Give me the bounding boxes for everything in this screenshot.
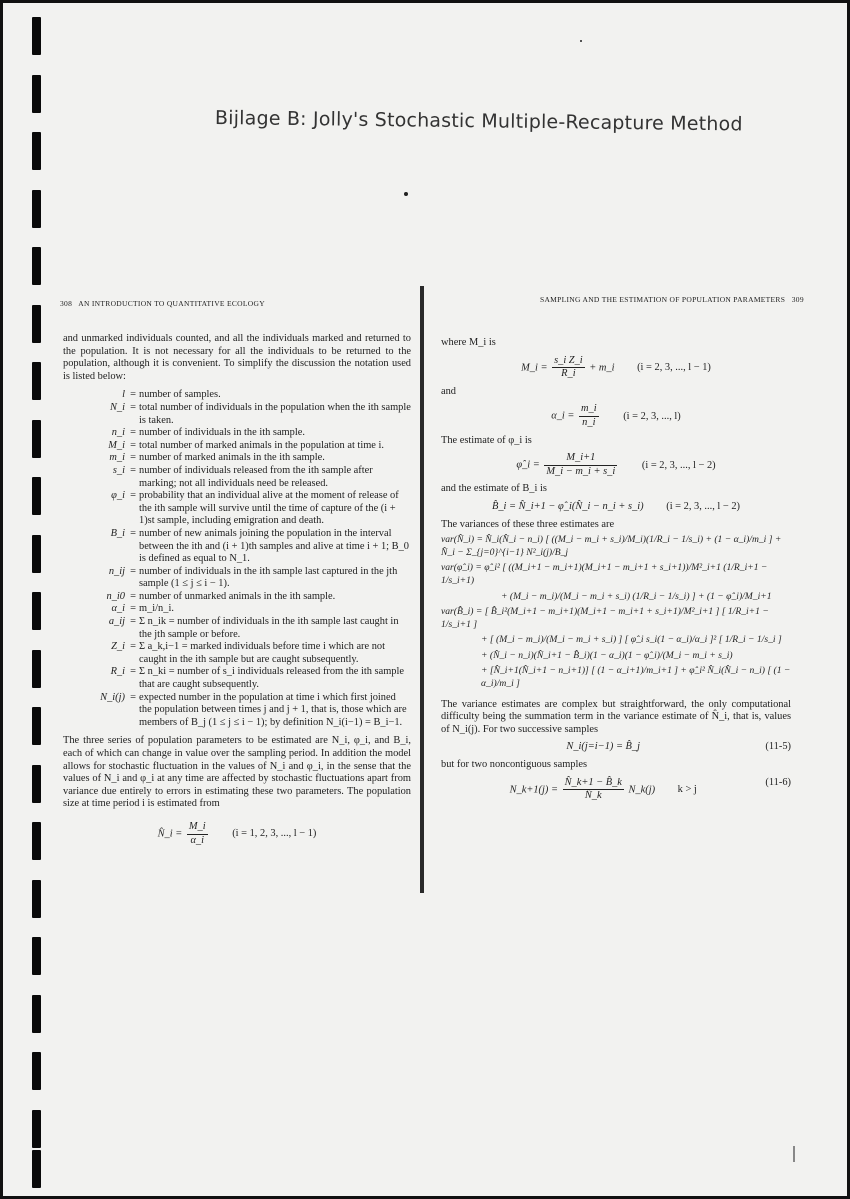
closing-paragraph: The variance estimates are complex but straightforward, the only computational difficulty being the summation term in the variance estimate of N̂_i, that is, values of N_i(j). For two successive samples (441, 698, 791, 735)
right-page-number: 309 (791, 295, 804, 304)
binding-hole (32, 362, 41, 400)
equation-phi: φ̂_i = $\frac{M\_i+1}{M\_i - m\_i + s\_i}$ (i = 2, 3, ..., l − 2) (516, 452, 716, 477)
binding-hole (32, 937, 41, 975)
binding-hole (32, 707, 41, 745)
definition-item: N_i(j) = expected number in the population at time i which first joined the population between times j and j + 1, that is, those which are members of B_j (1 ≤ j ≤ i − 1); by definition N_i(i−1) = B_i−1. (100, 691, 407, 728)
notation-list (63, 389, 411, 729)
intro-paragraph: and unmarked individuals counted, and all the individuals marked and returned to the population. It is not necessary for all the individuals to be returned to the population, although it is convenient. To simplify the discussion the notation used is listed below: (63, 333, 411, 382)
definition-item: φ_i = probability that an individual alive at the moment of release of the ith sample will survive until the time of capture of the (i + 1)st sample, including emigration and death. (111, 490, 399, 527)
right-running-head (540, 295, 804, 304)
definition-item: B_i = number of new animals joining the population in the interval between the ith and (i + 1)th samples and alive at time i + 1; B_0 is defined as equal to N_1. (110, 527, 409, 565)
definition-item: M_i = total number of marked animals in the population at time i. (108, 439, 384, 451)
variance-B-line-1: var(B̂_i) = [ B̂_i²(M_i+1 − m_i+1)(M_i+1 − m_i+1 + s_i+1)/M²_i+1 ] [ 1/R_i+1 − 1/s_i+1 ] (441, 606, 769, 630)
binding-hole (32, 305, 41, 343)
binding-hole (32, 75, 41, 113)
equation-11-5: (11-5) N_i(j=i−1) = B̂_j (566, 741, 791, 753)
scan-speck (404, 192, 408, 196)
definition-item: α_i = m_i/n_i. (111, 603, 174, 615)
noncontiguous-text: but for two noncontiguous samples (441, 759, 588, 771)
binding-hole (32, 880, 41, 918)
left-page-number: 308 (60, 299, 73, 308)
equation-alpha: α_i = $\frac{m\_i}{n\_i}$ (i = 2, 3, ..., l) (551, 403, 681, 428)
binding-hole (32, 1110, 41, 1148)
definition-item: s_i = number of individuals released from the ith sample after marking; not all individuals need be released. (112, 464, 373, 489)
variance-B-line-2: + [ (M_i − m_i)/(M_i − m_i + s_i) ] [ φ̂_i s_i(1 − α_i)/α_i ]² [ 1/R_i − 1/s_i ] (481, 634, 782, 646)
binding-hole (32, 1052, 41, 1090)
definition-item: R_i = Σ n_ki = number of s_i individuals released from the ith sample that are caught subsequently. (110, 666, 404, 691)
definition-item: n_ij = number of individuals in the ith sample last captured in the jth sample (1 ≤ j ≤ i − 1). (108, 565, 398, 590)
left-running-head (60, 299, 265, 308)
definition-item: n_i = number of individuals in the ith sample. (111, 427, 305, 439)
binding-hole (32, 190, 41, 228)
definition-item: n_i0 = number of unmarked animals in the ith sample. (106, 590, 336, 602)
binding-hole (32, 995, 41, 1033)
binding-hole (32, 650, 41, 688)
equation-M: M_i = $\frac{\text{s\_i Z\_i}}{R\_i}$ + m_i (i = 2, 3, ..., l − 1) (521, 354, 711, 380)
B-estimate-text: and the estimate of B_i is (441, 483, 547, 495)
variance-N: var(N̂_i) = N̂_i(N̂_i − n_i) [ ((M_i − m_i + s_i)/M_i)(1/R_i − 1/s_i) + (1 − α_i)/m_i ] + N̂_i − Σ_{j=0}^{i−1} N²_i(j)/B_j (441, 534, 782, 558)
binding-hole (32, 1150, 41, 1188)
binding-hole (32, 420, 41, 458)
binding-hole (32, 132, 41, 170)
variance-phi-line-1: var(φ̂_i) = φ̂_i² [ ((M_i+1 − m_i+1)(M_i+1 − m_i+1 + s_i+1))/M²_i+1 (1/R_i+1 − 1/s_i+1) (441, 562, 768, 586)
variance-B-line-3: + (N̂_i − n_i)(N̂_i+1 − B̂_i)(1 − α_i)(1 − φ̂_i)/(M_i − m_i + s_i) (481, 649, 733, 661)
where-text: where M_i is (441, 337, 496, 348)
binding-hole (32, 17, 41, 55)
variance-phi-line-2: + (M_i − m_i)/(M_i − m_i + s_i) (1/R_i − 1/s_i) ] + (1 − φ̂_i)/M_i+1 (501, 590, 772, 602)
binding-hole (32, 822, 41, 860)
binding-hole (32, 765, 41, 803)
parameters-paragraph: The three series of population parameters to be estimated are N_i, φ_i, and B_i, each of which can change in value over the sampling period. In addition the model allows for stochastic fluctuation in the values of N_i and φ_i, in the sense that the values of N_i and φ_i at any time are affected by stochastic fluctuations apart from variance due entirely to errors in estimating these two parameters. The population size at time period i is estimated from (63, 735, 411, 810)
variances-text: The variances of these three estimates are (441, 518, 615, 530)
definition-item: a_ij = Σ n_ik = number of individuals in the ith sample last caught in the jth sample or before. (108, 616, 399, 640)
definition-item: l = number of samples. (122, 389, 221, 401)
variance-B-line-4: + [N̂_i+1(N̂_i+1 − n_i+1)] [ (1 − α_i+1)/m_i+1 ] + φ̂_i² N̂_i(N̂_i − n_i) [ (1 − α_i)/m_i ] (481, 665, 791, 690)
left-running-head-text: AN INTRODUCTION TO QUANTITATIVE ECOLOGY (78, 299, 265, 308)
binding-hole (32, 592, 41, 630)
definition-item: Z_i = Σ a_k,i−1 = marked individuals before time i which are not caught in the ith sample but are caught subsequently. (111, 641, 386, 665)
binding-hole (32, 477, 41, 515)
equation-N: N̂_i = $\frac{M\_i}{\alpha\_i}$ (i = 1, 2, 3, ..., l − 1) (157, 820, 317, 846)
definition-item: N_i = total number of individuals in the population when the ith sample is taken. (109, 401, 411, 426)
phi-estimate-text: The estimate of φ_i is (441, 434, 532, 446)
binding-hole (32, 247, 41, 285)
right-column (441, 337, 791, 808)
equation-11-6: (11-6) N_k+1(j) = $\frac{N̂\_k+1 - B̂\_k}{N̂\_k}$ N_k(j) k > j (509, 776, 791, 802)
page-title: Bijlage B: Jolly's Stochastic Multiple-Recapture Method (214, 107, 743, 136)
equation-B: B̂_i = N̂_i+1 − φ̂_i(N̂_i − n_i + s_i) (i = 2, 3, ..., l − 2) (491, 500, 741, 512)
scan-mark (793, 1146, 795, 1162)
scanned-page (3, 3, 847, 1196)
page-divider (420, 286, 424, 893)
definition-item: m_i = number of marked animals in the ith sample. (109, 452, 325, 464)
right-running-head-text: SAMPLING AND THE ESTIMATION OF POPULATION PARAMETERS (540, 295, 786, 304)
and-text: and (441, 385, 457, 397)
scan-speck (580, 40, 582, 42)
binding-hole (32, 535, 41, 573)
left-column (63, 333, 411, 852)
